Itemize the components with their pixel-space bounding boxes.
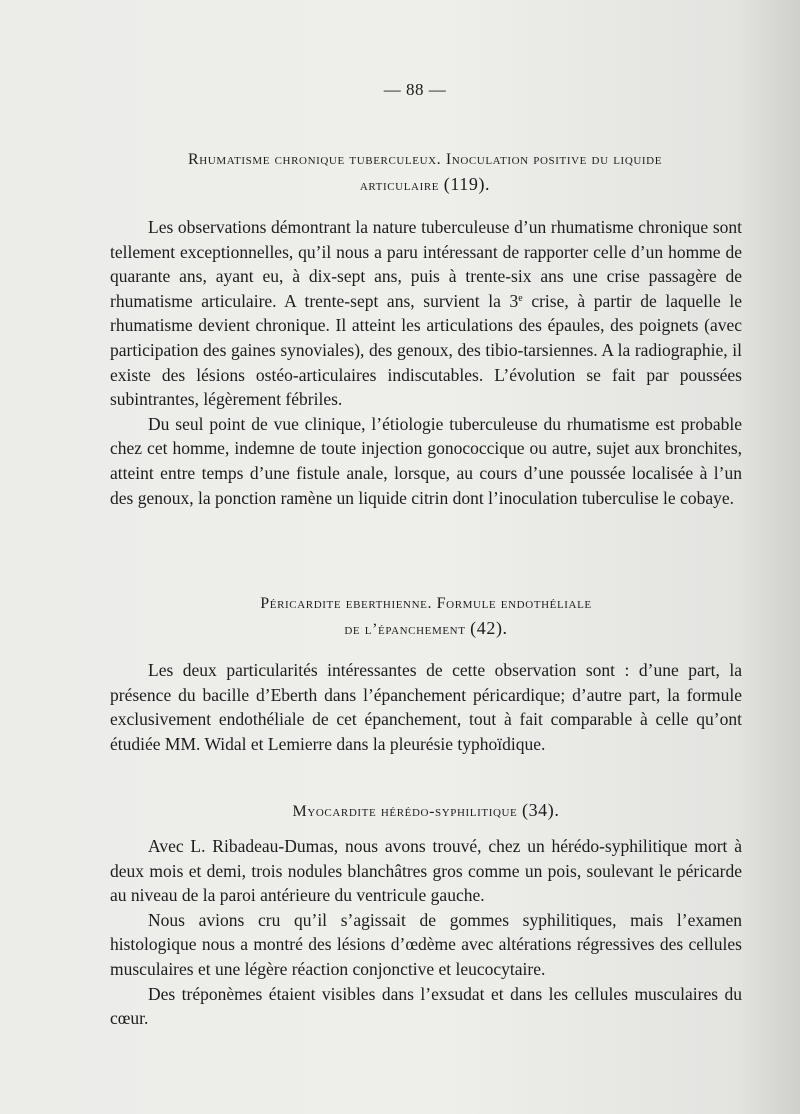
section-heading-rhumatisme: [95, 148, 755, 198]
section-heading-line: articulaire: [359, 177, 440, 194]
section-heading-line: Péricardite eberthienne. Formule endothéliale: [260, 595, 592, 612]
paragraph: [110, 215, 742, 412]
paragraph: Les deux particularités intéressantes de cette observation sont : d’une part, la présence du bacille d’Eberth dans l’épanchement péricardique; d’autre part, la formule exclusivement endothéliale de cet épanchement, tout à fait comparable à celle qu’ont étudiée MM. Widal et Lemierre dans la pleurésie typhoïdique.: [110, 660, 742, 754]
paragraph-text: Les observations démontrant la nature tuberculeuse d’un rhumatisme chronique sont tellement exceptionnelles, qu’il nous a paru intéressant de rapporter celle d’un homme de quarante ans, ayant eu, à dix-sept ans, puis à trente-six ans une crise passagère de rhumatisme articulaire. A trente-sept ans, survient la 3: [110, 217, 742, 311]
paragraph: Avec L. Ribadeau-Dumas, nous avons trouvé, chez un hérédo-syphilitique mort à deux mois et demi, trois nodules blanchâtres gros comme un pois, soulevant le péricarde au niveau de la paroi antérieure du ventricule gauche.: [110, 836, 742, 906]
paragraph: Du seul point de vue clinique, l’étiologie tuberculeuse du rhumatisme est probable chez cet homme, indemne de toute injection gonococcique ou autre, sujet aux bronchites, atteint entre temps d’une fistule anale, lorsque, au cours d’une poussée localisée à l’un des genoux, la ponction ramène un liquide citrin dont l’inoculation tuberculise le cobaye.: [110, 413, 742, 508]
section-heading-line: Rhumatisme chronique tuberculeux. Inoculation positive du liquide: [187, 151, 663, 168]
section-body-pericardite: [110, 658, 742, 756]
superscript: e: [518, 292, 523, 304]
reference-number: (119).: [443, 174, 491, 194]
section-body-rhumatisme: [110, 215, 742, 510]
section-heading-line: Myocardite hérédo-syphilitique: [292, 803, 518, 820]
section-heading-line: de l’épanchement: [344, 621, 466, 638]
section-heading-pericardite: [110, 592, 742, 642]
reference-number: (42).: [470, 618, 508, 638]
paragraph: Nous avions cru qu’il s’agissait de gommes syphilitiques, mais l’examen histologique nous a montré des lésions d’œdème avec altérations régressives des cellules musculaires et une légère réaction conjonctive et leucocytaire.: [110, 909, 742, 979]
section-body-myocardite: [110, 834, 742, 1031]
page-number: — 88 —: [383, 80, 447, 99]
reference-number: (34).: [521, 800, 560, 820]
paragraph-text: crise, à partir de laquelle le rhumatisme devient chronique. Il atteint les articulations des épaules, des poignets (avec participation des gaines synoviales), des genoux, des tibio-tarsiennes. A la radiographie, il existe des lésions ostéo-articulaires indiscutables. L’évolution se fait par poussées subintrantes, légèrement fébriles.: [110, 290, 742, 410]
section-heading-myocardite: [110, 798, 742, 824]
paragraph: Des tréponèmes étaient visibles dans l’exsudat et dans les cellules musculaires du cœur.: [110, 983, 742, 1029]
